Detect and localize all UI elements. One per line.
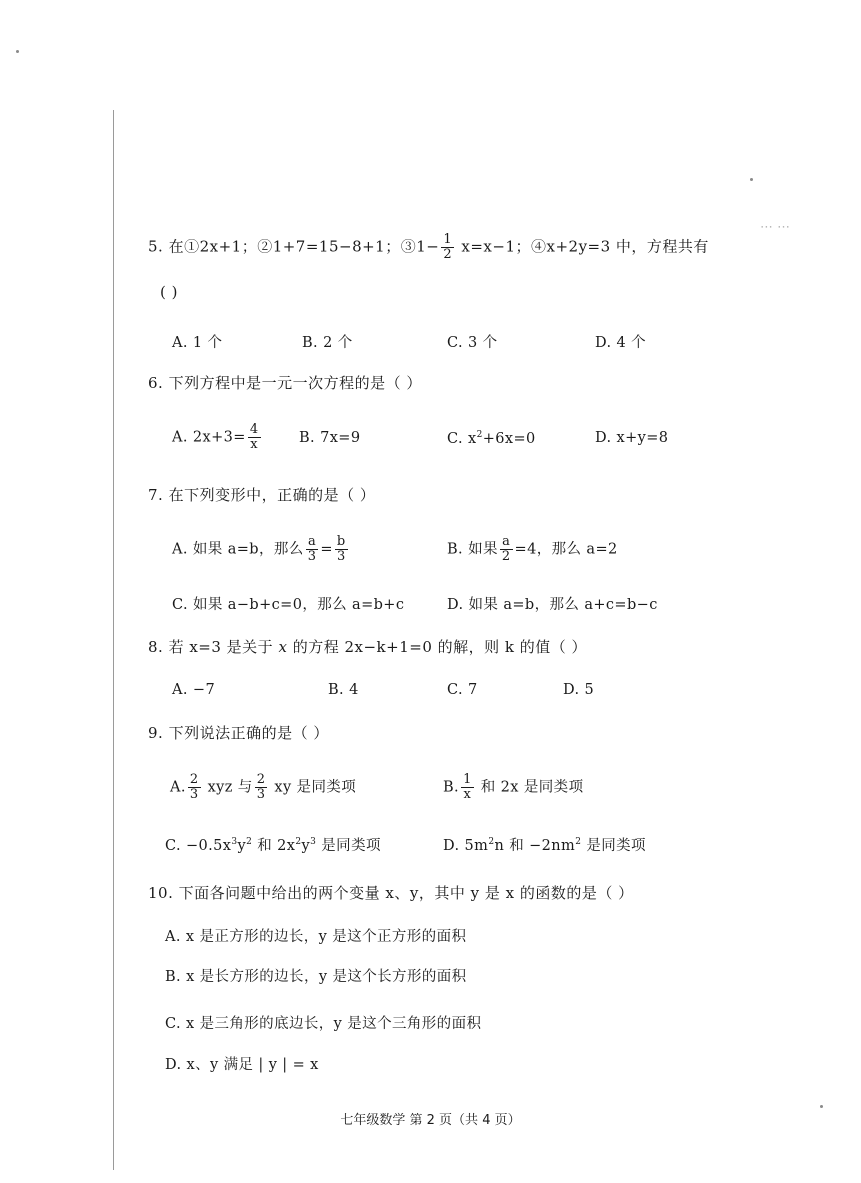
question-8: 8. 若 x=3 是关于 x 的方程 2x−k+1=0 的解，则 k 的值（ ） [148, 638, 588, 656]
q5-option-d: D. 4 个 [595, 335, 647, 351]
question-5-text: 5. 在①2x+1；②1+7=15−8+1；③1− [148, 237, 440, 256]
q8-option-a: A. −7 [172, 682, 216, 698]
q7-option-a: A. 如果 a=b，那么 $\frac{a}{3}$ = $\frac{b}{3}$ [172, 534, 346, 564]
q6-option-c: C. $x^2+6x=0$ [447, 430, 536, 447]
q7-option-b: B. 如果 $\frac{a}{2}$ =4，那么 a=2 [447, 534, 618, 564]
q10-option-a: A. x 是正方形的边长，y 是这个正方形的面积 [165, 929, 467, 945]
q8-option-b: B. 4 [328, 682, 359, 698]
scan-speck [750, 178, 753, 181]
fraction: $\frac{2}{3}$ [189, 772, 199, 802]
scan-speck [16, 50, 19, 53]
q7-option-c: C. 如果 a−b+c=0，那么 a=b+c [172, 597, 405, 613]
q10-option-d: D. x、y 满足 | y | = x [165, 1057, 319, 1073]
q8-option-c: C. 7 [447, 682, 478, 698]
q7-option-d: D. 如果 a=b，那么 a+c=b−c [447, 597, 658, 613]
q5-option-b: B. 2 个 [302, 335, 353, 351]
q5-option-c: C. 3 个 [447, 335, 498, 351]
fraction: $\frac{2}{3}$ [256, 772, 266, 802]
question-5-answer-blank: ( ) [160, 283, 178, 301]
q8-option-d: D. 5 [563, 682, 595, 698]
q9-option-c: C. $-0.5x^3y^2$ 和 $2x^2y^3$ 是同类项 [165, 837, 381, 854]
fraction: $\frac{1}{x}$ [463, 772, 472, 802]
q6-option-d: D. x+y=8 [595, 430, 669, 446]
question-5-text-cont: x=x−1；④x+2y=3 中，方程共有 [456, 237, 709, 256]
q10-option-c: C. x 是三角形的底边长，y 是这个三角形的面积 [165, 1016, 482, 1032]
question-6: 6. 下列方程中是一元一次方程的是（ ） [148, 374, 422, 392]
binding-margin-line [113, 110, 114, 1170]
fraction: $\frac{b}{3}$ [336, 534, 346, 564]
fraction: $\frac{1}{2}$ [443, 232, 453, 262]
fraction: $\frac{a}{3}$ [307, 534, 317, 564]
question-7: 7. 在下列变形中，正确的是（ ） [148, 486, 376, 504]
q10-option-b: B. x 是长方形的边长，y 是这个长方形的面积 [165, 969, 467, 985]
fraction: $\frac{a}{2}$ [501, 534, 511, 564]
bleed-through-text: ⋯ ⋯ [760, 220, 791, 235]
q9-option-d: D. $5m^2n$ 和 $-2nm^2$ 是同类项 [443, 837, 646, 854]
question-10: 10. 下面各问题中给出的两个变量 x、y，其中 y 是 x 的函数的是（ ） [148, 884, 634, 902]
question-9: 9. 下列说法正确的是（ ） [148, 724, 329, 742]
q6-option-a: A. 2x+3= $\frac{4}{x}$ [172, 422, 259, 452]
q5-option-a: A. 1 个 [172, 335, 223, 351]
scan-speck [820, 1105, 823, 1108]
q9-option-b: B. $\frac{1}{x}$ 和 2x 是同类项 [443, 772, 584, 802]
q6-option-b: B. 7x=9 [299, 430, 361, 446]
q9-option-a: A. $\frac{2}{3}$ xyz 与 $\frac{2}{3}$ xy 是同类项 [170, 772, 357, 802]
page-footer: 七年级数学 第 2 页（共 4 页） [340, 1113, 521, 1128]
fraction: $\frac{4}{x}$ [249, 422, 259, 452]
question-5 [148, 233, 709, 262]
